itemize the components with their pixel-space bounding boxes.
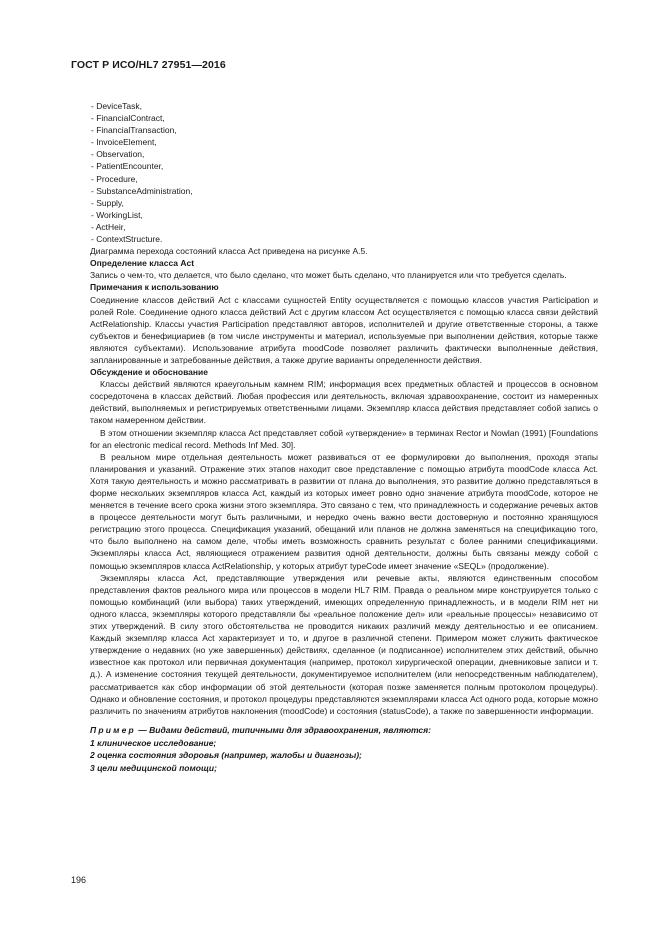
list-item: - Supply, [91,197,124,208]
diagram-note: Диаграмма перехода состояний класса Act приведена на рисунке А.5. [90,246,368,257]
definition-text: Запись о чем-то, что делается, что было сделано, что может быть сделано, что планируется или что требуется сделать. [90,270,567,281]
list-item: - WorkingList, [91,209,143,220]
example-item: 2 оценка состояния здоровья (например, жалобы и диагнозы); [90,750,362,761]
list-item: - FinancialContract, [91,113,165,124]
usage-notes-heading: Примечания к использованию [90,282,219,293]
list-item: - DeviceTask, [91,101,143,111]
list-item: - SubstanceAdministration, [91,185,193,196]
main-content [90,100,598,775]
example-item: 3 цели медицинской помощи; [90,763,217,774]
discussion-paragraph-2: В этом отношении экземпляр класса Act представляет собой «утверждение» в терминах Rector и Nowlan (1991) [Foundations for an electronic medical record. Methods Inf Med. 30]. [90,427,598,450]
list-item: - Observation, [91,149,145,160]
list-item: - ContextStructure. [91,234,163,245]
example-item: 1 клиническое исследование; [90,737,217,748]
list-item: - PatientEncounter, [91,161,164,172]
definition-heading: Определение класса Act [90,258,195,269]
list-item: - Procedure, [91,173,138,184]
discussion-heading: Обсуждение и обоснование [90,367,208,378]
discussion-paragraph-4: Экземпляры класса Act, представляющие утверждения или речевые акты, являются единственным способом представления фактов реального мира или процессов в модели HL7 RIM. Правда о реальном мире конструируется только с помощью комбинаций (или выбора) таких утверждений, имеющих определенную принадлежность, и в модели RIM нет ни одного класса, экземпляры которого представляли бы «реальное положение дел» или «реальные процессы» независимо от этих утверждений. В силу этого обстоятельства не проводится никаких различий между деятельностью и ее описанием. Каждый экземпляр класса Act характеризует и то, и другое в различной степени. Примером может служить фактическое утверждение о недавних (но уже завершенных) действиях, сделанное (и подписанное) исполнителем этих действий, обычно известное как протокол или первичная документация (например, протокол хирургической операции, дневниковые записи и т. д.). А изменение состояния текущей деятельности, документируемое исполнителем (или непосредственным наблюдателем), рассматривается как сбор информации об этой деятельности (которая позже заменяется полным протоколом процедуры). Однако и обновление состояния, и протокол процедуры представляются экземплярами класса Act одного рода, которые можно различить по значениям атрибутов наклонения (moodCode) и состояния (statusCode), а также по завершенности информации. [90,572,598,716]
example-intro-line [90,724,598,737]
example-block [90,724,598,775]
list-item: - InvoiceElement, [91,137,157,148]
discussion-paragraph-3: В реальном мире отдельная деятельность может развиваться от ее формулировки до выполнения, проходя этапы планирования и указаний. Отражение этих этапов находит свое представление с помощью атрибута moodCode класса Act. Хотя такую деятельность и можно рассматривать в развитии от плана до выполнения, это развитие должно представляться в форме нескольких экземпляров класса Act, каждый из которых имеет ровно одно значение атрибута moodCode, которое не меняется в течение всего срока жизни этого экземпляра. Это связано с тем, что принадлежность и содержание речевых актов в процессе деятельности могут быть различными, и нередко очень важно вести достоверную и постоянно хранящуюся регистрацию этого процесса. Спецификация указаний, обещаний или планов не должна заменяться на спецификацию того, что было выполнено на самом деле, чтобы иметь возможность сравнить результат с более ранними спецификациями. Экземпляры класса Act, являющиеся отражением развития одной деятельности, должны быть связаны между собой с помощью экземпляров класса ActRelationship, у которых атрибут typeCode имеет значение «SEQL» (продолжение). [90,451,598,571]
act-subclass-list [90,100,598,245]
example-intro: — Видами действий, типичными для здравоохранения, являются: [138,724,431,735]
usage-notes-text: Соединение классов действий Act с классами сущностей Entity осуществляется с помощью классов участия Participation и ролей Role. Соединение одного класса действий Act с другим классом Act осуществляется с помощью класса связи действий ActRelationship. Классы участия Participation представляют авторов, исполнителей и другие ответственные стороны, а также субъектов и бенефициариев (в том числе инструменты и материал, используемые при выполнении действия, которые также являются субъектами). Использование атрибута moodCode позволяет различить фактически выполненные действия, запланированные и затребованные действия, а также другие варианты определенности действия. [90,294,598,365]
example-label: Пример [90,724,136,735]
document-header: ГОСТ Р ИСО/HL7 27951—2016 [71,59,226,71]
page-number: 196 [71,875,87,885]
discussion-paragraph-1: Классы действий являются краеугольным камнем RIM; информация всех предметных областей и процессов в основном сосредоточена в классах действий. Любая профессия или деятельность, включая здравоохранение, состоит из намеренных действий, выполняемых и регистрируемых ответственными лицами. Экземпляр класса действия представляет собой запись о таком намеренном действии. [90,379,598,426]
list-item: - FinancialTransaction, [91,125,177,136]
list-item: - ActHeir, [91,221,126,232]
